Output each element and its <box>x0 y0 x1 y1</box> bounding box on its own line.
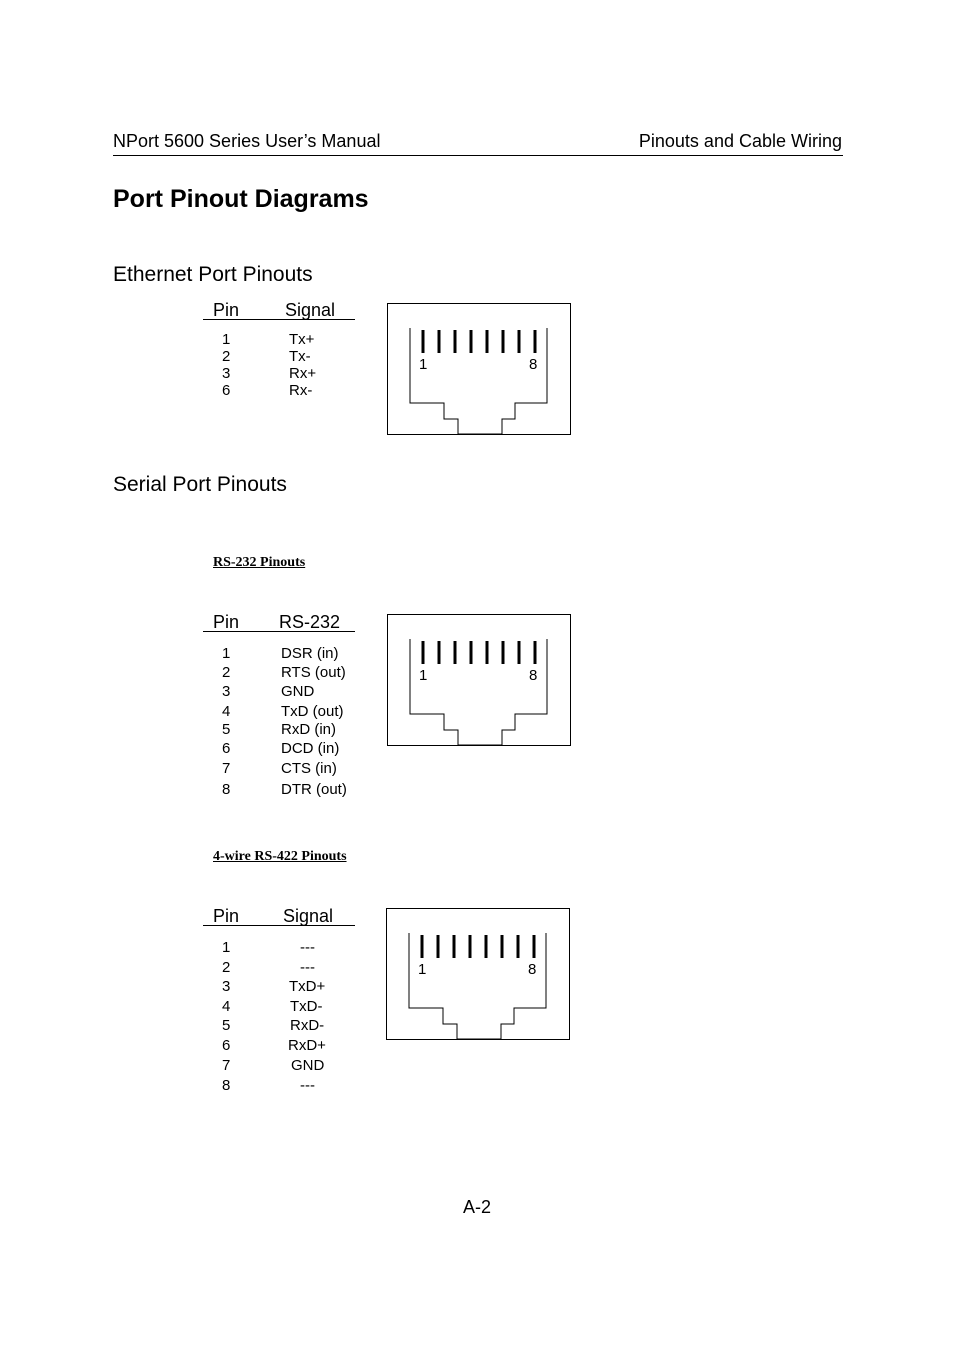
pin-signal: GND <box>281 683 315 700</box>
table-row <box>203 1077 363 1096</box>
table-row <box>203 978 363 997</box>
pin-number: 5 <box>222 721 231 738</box>
table-header-rule <box>203 925 355 926</box>
table-row <box>203 1037 363 1056</box>
pin-signal: Rx+ <box>289 365 317 382</box>
pin-signal: RTS (out) <box>281 664 346 681</box>
ethernet-pin-table <box>203 300 363 410</box>
pin-number: 3 <box>222 978 231 995</box>
table-row <box>203 683 363 702</box>
header-manual-title: NPort 5600 Series User’s Manual <box>113 131 381 151</box>
pin-signal: --- <box>300 1077 315 1094</box>
table-row <box>203 721 363 740</box>
pin-signal: DCD (in) <box>281 740 340 757</box>
jack-last-pin-label: 8 <box>529 667 538 684</box>
pin-signal: Tx- <box>289 348 311 365</box>
pin-signal: TxD (out) <box>281 703 344 720</box>
table-row <box>203 1017 363 1036</box>
header-chapter-title: Pinouts and Cable Wiring <box>638 131 842 151</box>
table-row <box>203 959 363 978</box>
pin-signal: DTR (out) <box>281 781 347 798</box>
serial-section-heading: Serial Port Pinouts <box>113 473 287 496</box>
pin-signal: --- <box>300 959 315 976</box>
pin-column-header: Pin <box>213 612 240 632</box>
pin-signal: --- <box>300 939 315 956</box>
pin-signal: GND <box>291 1057 325 1074</box>
rs422-rj45-jack-diagram <box>386 908 570 1040</box>
table-row <box>203 760 363 779</box>
pin-number: 3 <box>222 365 231 382</box>
pin-number: 8 <box>222 781 231 798</box>
rs422-caption: 4-wire RS-422 Pinouts <box>213 849 347 864</box>
table-header-rule <box>203 319 355 320</box>
table-row <box>203 382 363 401</box>
pin-signal: TxD- <box>290 998 323 1015</box>
rs232-rj45-jack-diagram <box>387 614 571 746</box>
header-rule <box>113 155 843 156</box>
pin-number: 4 <box>222 703 231 720</box>
table-row <box>203 781 363 800</box>
signal-column-header: Signal <box>283 906 334 926</box>
pin-number: 7 <box>222 760 231 777</box>
signal-column-header: Signal <box>285 300 336 320</box>
jack-last-pin-label: 8 <box>529 356 538 373</box>
table-row <box>203 664 363 683</box>
pin-signal: RxD+ <box>288 1037 326 1054</box>
pin-number: 2 <box>222 664 231 681</box>
table-row <box>203 939 363 958</box>
pin-signal: DSR (in) <box>281 645 339 662</box>
signal-column-header: RS-232 <box>279 612 341 632</box>
pin-number: 5 <box>222 1017 231 1034</box>
ethernet-rj45-jack-diagram <box>387 303 571 435</box>
jack-last-pin-label: 8 <box>528 961 537 978</box>
page-title: Port Pinout Diagrams <box>113 185 369 213</box>
table-header-rule <box>203 631 355 632</box>
pin-number: 3 <box>222 683 231 700</box>
pin-number: 8 <box>222 1077 231 1094</box>
pin-number: 2 <box>222 348 231 365</box>
jack-first-pin-label: 1 <box>418 961 427 978</box>
table-row <box>203 645 363 664</box>
pin-signal: TxD+ <box>289 978 326 995</box>
table-row <box>203 703 363 722</box>
jack-first-pin-label: 1 <box>419 667 428 684</box>
pin-signal: RxD- <box>290 1017 325 1034</box>
pin-number: 7 <box>222 1057 231 1074</box>
pin-column-header: Pin <box>213 300 240 320</box>
jack-first-pin-label: 1 <box>419 356 428 373</box>
pin-signal: Tx+ <box>289 331 315 348</box>
pin-number: 2 <box>222 959 231 976</box>
page-number: A-2 <box>462 1197 491 1217</box>
ethernet-section-heading: Ethernet Port Pinouts <box>113 263 313 286</box>
table-row <box>203 998 363 1017</box>
pin-number: 1 <box>222 331 231 348</box>
pin-number: 6 <box>222 740 231 757</box>
table-row <box>203 1057 363 1076</box>
pin-number: 1 <box>222 939 231 956</box>
rs422-pin-table <box>203 906 363 1096</box>
rs232-caption: RS-232 Pinouts <box>213 555 306 570</box>
pin-signal: Rx- <box>289 382 313 399</box>
pin-number: 4 <box>222 998 231 1015</box>
pin-number: 1 <box>222 645 231 662</box>
pin-signal: RxD (in) <box>281 721 336 738</box>
pin-column-header: Pin <box>213 906 240 926</box>
pin-number: 6 <box>222 1037 231 1054</box>
pin-number: 6 <box>222 382 231 399</box>
rs232-pin-table <box>203 612 363 802</box>
table-row <box>203 740 363 759</box>
pin-signal: CTS (in) <box>281 760 337 777</box>
